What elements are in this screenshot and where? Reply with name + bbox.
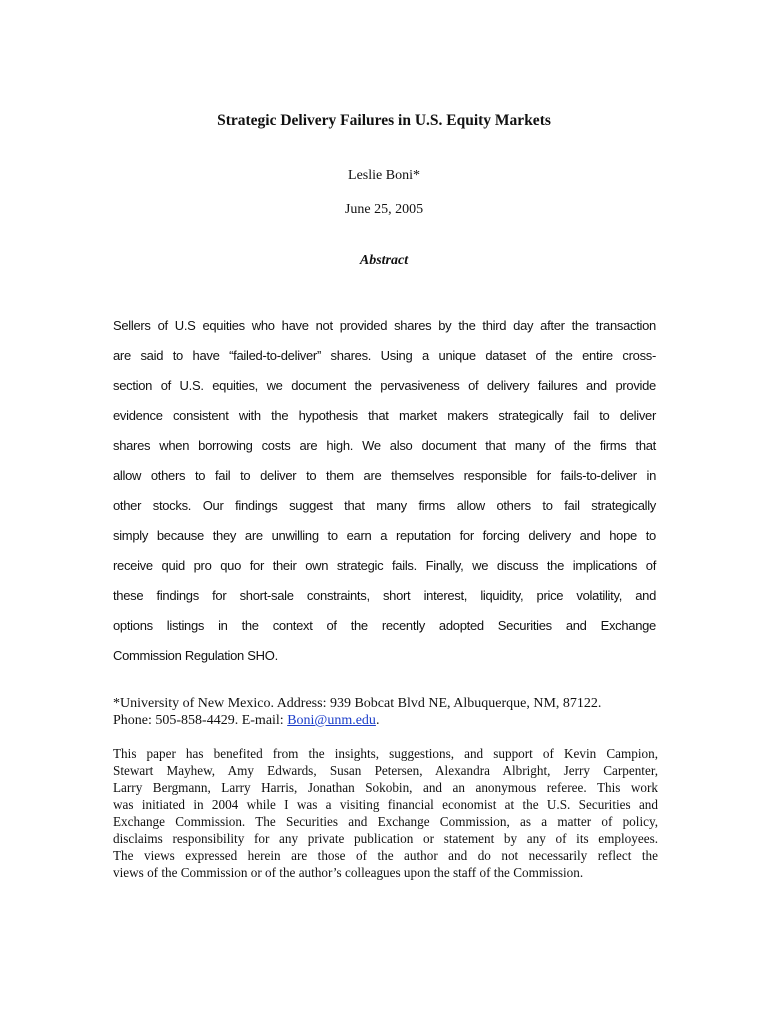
acknowledgment-line: Exchange Commission. The Securities and Exchange Commission, as a matter of policy,	[113, 814, 658, 829]
abstract-line: section of U.S. equities, we document the pervasiveness of delivery failures and provide	[113, 378, 656, 393]
affiliation-suffix: .	[375, 713, 380, 728]
abstract-line: receive quid pro quo for their own strategic fails. Finally, we discuss the implications of	[113, 558, 656, 573]
acknowledgment-line: The views expressed herein are those of the author and do not necessarily reflect the	[113, 848, 658, 863]
abstract-line: these findings for short-sale constraints, short interest, liquidity, price volatility, and	[113, 588, 656, 603]
abstract-line: shares when borrowing costs are high. We also document that many of the firms that	[113, 438, 656, 453]
abstract-line: evidence consistent with the hypothesis that market makers strategically fail to deliver	[113, 408, 656, 423]
abstract-line: other stocks. Our findings suggest that many firms allow others to fail strategically	[113, 498, 656, 513]
acknowledgment-line: views of the Commission or of the author’s colleagues upon the staff of the Commission.	[113, 865, 584, 880]
abstract-heading: Abstract	[359, 253, 409, 268]
abstract-line: Commission Regulation SHO.	[113, 648, 278, 663]
paper-title: Strategic Delivery Failures in U.S. Equity Markets	[217, 112, 551, 129]
abstract-line: Sellers of U.S equities who have not provided shares by the third day after the transaction	[113, 318, 656, 333]
acknowledgment-line: This paper has benefited from the insights, suggestions, and support of Kevin Campion,	[113, 746, 658, 761]
acknowledgment-line: was initiated in 2004 while I was a visiting financial economist at the U.S. Securities and	[113, 797, 658, 812]
abstract-line: allow others to fail to deliver to them are themselves responsible for fails-to-deliver in	[113, 468, 656, 483]
abstract-body	[113, 311, 656, 671]
acknowledgment-paragraph	[113, 745, 658, 881]
abstract-line: simply because they are unwilling to earn a reputation for forcing delivery and hope to	[113, 528, 656, 543]
email-link[interactable]: Boni@unm.edu	[287, 713, 376, 728]
acknowledgment-line: disclaims responsibility for any private publication or statement by any of its employees.	[113, 831, 658, 846]
acknowledgment-line: Larry Bergmann, Larry Harris, Jonathan Sokobin, and an anonymous referee. This work	[113, 780, 658, 795]
affiliation-phone: Phone: 505-858-4429. E-mail:	[113, 713, 288, 728]
affiliation-address: *University of New Mexico. Address: 939 Bobcat Blvd NE, Albuquerque, NM, 87122.	[113, 696, 602, 711]
author-name: Leslie Boni*	[348, 168, 420, 183]
author-affiliation	[113, 695, 658, 729]
publication-date: June 25, 2005	[344, 202, 424, 217]
abstract-line: are said to have “failed-to-deliver” shares. Using a unique dataset of the entire cross-	[113, 348, 656, 363]
abstract-line: options listings in the context of the recently adopted Securities and Exchange	[113, 618, 656, 633]
affiliation-contact	[113, 712, 658, 729]
acknowledgment-line: Stewart Mayhew, Amy Edwards, Susan Petersen, Alexandra Albright, Jerry Carpenter,	[113, 763, 658, 778]
